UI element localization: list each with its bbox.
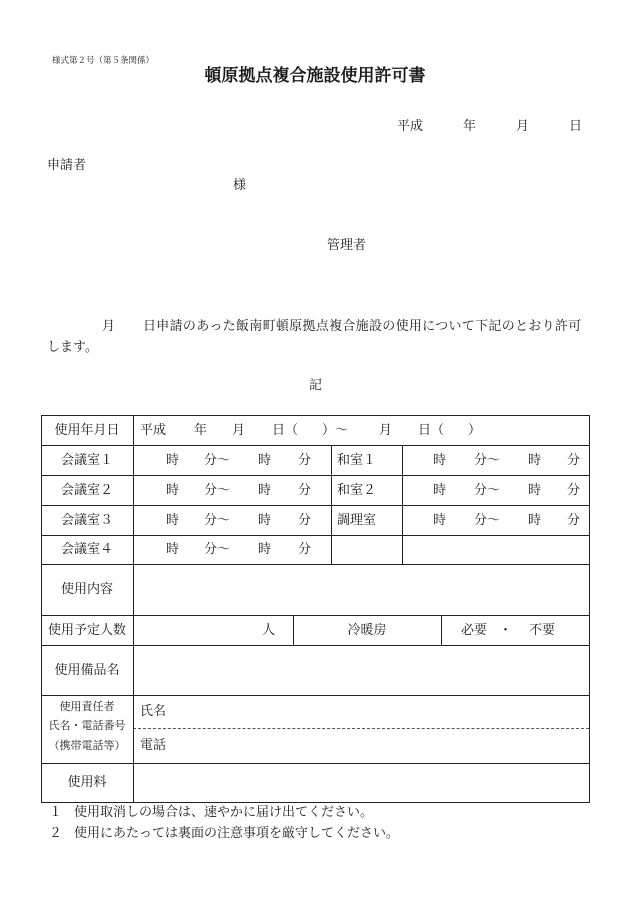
hvac-option-separator: ・ bbox=[499, 623, 513, 638]
start-minute-label: 分～ bbox=[474, 483, 501, 498]
usage-date-label: 使用年月日 bbox=[54, 423, 120, 438]
name-phone-divider bbox=[133, 728, 589, 729]
start-minute-label: 分～ bbox=[204, 453, 231, 468]
hvac-label: 冷暖房 bbox=[347, 623, 387, 638]
issue-date-era: 平成 bbox=[397, 119, 424, 134]
row-divider bbox=[41, 475, 589, 476]
body-text-line-2: します。 bbox=[47, 340, 98, 355]
responsible-name-label: 氏名 bbox=[140, 704, 167, 719]
attendees-column-divider bbox=[441, 615, 442, 645]
start-hour-label: 時 bbox=[433, 453, 447, 468]
equipment-label: 使用備品名 bbox=[54, 663, 120, 678]
body-text-line-1: 日申請のあった飯南町頓原拠点複合施設の使用について下記のとおり許可 bbox=[143, 319, 582, 334]
end-minute-label: 分 bbox=[567, 453, 581, 468]
room-label-japanese-1: 和室１ bbox=[337, 453, 377, 468]
start-minute-label: 分～ bbox=[204, 542, 231, 557]
usage-date-start-day-label: 日（ bbox=[272, 423, 299, 438]
room-label-japanese-2: 和室２ bbox=[337, 483, 377, 498]
start-minute-label: 分～ bbox=[474, 513, 501, 528]
note-text: 使用にあたっては裏面の注意事項を厳守してください。 bbox=[74, 826, 400, 841]
responsible-label-line-3: （携帯電話等） bbox=[48, 739, 126, 752]
applicant-honorific: 様 bbox=[233, 178, 247, 193]
end-hour-label: 時 bbox=[528, 513, 542, 528]
row-divider bbox=[41, 564, 589, 565]
end-minute-label: 分 bbox=[567, 513, 581, 528]
row-divider bbox=[41, 763, 589, 764]
responsible-label-line-2: 氏名・電話番号 bbox=[48, 719, 126, 732]
start-minute-label: 分～ bbox=[204, 513, 231, 528]
note-text: 使用取消しの場合は、速やかに届け出てください。 bbox=[74, 805, 374, 820]
row-divider bbox=[41, 445, 589, 446]
usage-date-start-month-label: 月 bbox=[232, 423, 246, 438]
room-column-divider bbox=[331, 445, 332, 564]
usage-content-label: 使用内容 bbox=[60, 582, 113, 597]
end-minute-label: 分 bbox=[567, 483, 581, 498]
note-number: ２ bbox=[49, 826, 63, 841]
row-divider bbox=[41, 695, 589, 696]
issue-date-year-label: 年 bbox=[463, 119, 477, 134]
end-hour-label: 時 bbox=[258, 542, 272, 557]
usage-date-end-month-label: 月 bbox=[379, 423, 393, 438]
body-month-label: 月 bbox=[102, 319, 116, 334]
row-divider bbox=[41, 505, 589, 506]
hvac-option-not-required: 不要 bbox=[529, 623, 556, 638]
start-hour-label: 時 bbox=[166, 513, 180, 528]
usage-date-range-separator: ）～ bbox=[322, 423, 349, 438]
end-minute-label: 分 bbox=[298, 542, 312, 557]
end-hour-label: 時 bbox=[258, 453, 272, 468]
room-label-conference-2: 会議室２ bbox=[60, 483, 113, 498]
end-minute-label: 分 bbox=[298, 483, 312, 498]
issue-date-month-label: 月 bbox=[516, 119, 530, 134]
attendees-label: 使用予定人数 bbox=[47, 623, 126, 638]
room-label-conference-4: 会議室４ bbox=[60, 542, 113, 557]
end-hour-label: 時 bbox=[528, 483, 542, 498]
room-label-kitchen: 調理室 bbox=[337, 513, 377, 528]
end-minute-label: 分 bbox=[298, 513, 312, 528]
responsible-phone-label: 電話 bbox=[140, 738, 167, 753]
end-hour-label: 時 bbox=[528, 453, 542, 468]
usage-date-end-day-label: 日（ bbox=[418, 423, 445, 438]
responsible-label-line-1: 使用責任者 bbox=[59, 700, 115, 713]
usage-date-close-paren: ） bbox=[468, 423, 482, 438]
end-hour-label: 時 bbox=[258, 483, 272, 498]
start-hour-label: 時 bbox=[166, 483, 180, 498]
hvac-option-required: 必要 bbox=[461, 623, 488, 638]
start-minute-label: 分～ bbox=[474, 453, 501, 468]
issue-date-day-label: 日 bbox=[569, 119, 583, 134]
attendees-unit: 人 bbox=[262, 623, 276, 638]
manager-label: 管理者 bbox=[327, 238, 367, 253]
row-divider bbox=[41, 535, 589, 536]
start-minute-label: 分～ bbox=[204, 483, 231, 498]
row-divider bbox=[41, 615, 589, 616]
usage-date-era: 平成 bbox=[140, 423, 167, 438]
note-number: １ bbox=[49, 805, 63, 820]
label-column-divider bbox=[133, 415, 134, 802]
record-mark: 記 bbox=[309, 378, 323, 393]
applicant-label: 申請者 bbox=[47, 158, 87, 173]
start-hour-label: 時 bbox=[166, 542, 180, 557]
row-divider bbox=[41, 645, 589, 646]
document-title: 頓原拠点複合施設使用許可書 bbox=[204, 66, 426, 86]
end-hour-label: 時 bbox=[258, 513, 272, 528]
end-minute-label: 分 bbox=[298, 453, 312, 468]
room-label-conference-3: 会議室３ bbox=[60, 513, 113, 528]
form-number: 様式第２号（第５条関係） bbox=[52, 56, 155, 66]
start-hour-label: 時 bbox=[433, 483, 447, 498]
room-label-conference-1: 会議室１ bbox=[60, 453, 113, 468]
start-hour-label: 時 bbox=[433, 513, 447, 528]
start-hour-label: 時 bbox=[166, 453, 180, 468]
fee-label: 使用料 bbox=[67, 775, 107, 790]
room-column-divider bbox=[402, 445, 403, 564]
usage-date-year-label: 年 bbox=[194, 423, 208, 438]
